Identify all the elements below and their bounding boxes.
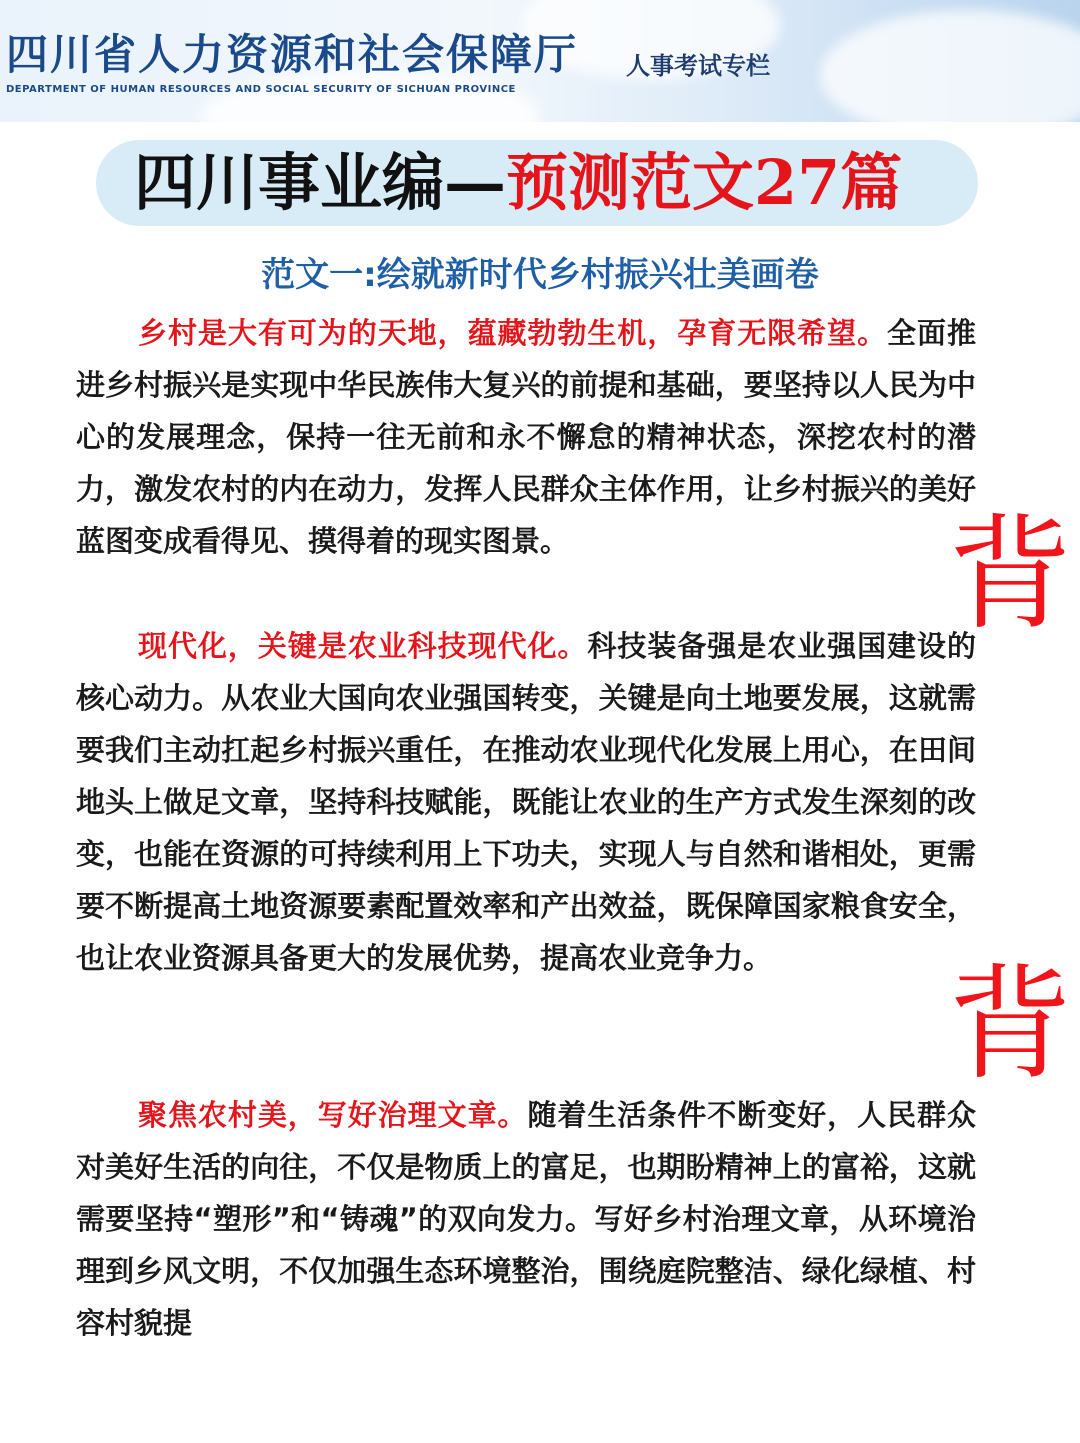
page-title bbox=[134, 146, 954, 220]
paragraph-lead-sentence: 现代化，关键是农业科技现代化。 bbox=[138, 629, 588, 663]
paragraph-lead-sentence: 聚焦农村美，写好治理文章。 bbox=[138, 1098, 528, 1132]
department-title-english: DEPARTMENT OF HUMAN RESOURCES AND SOCIAL SECURITY OF SICHUAN PROVINCE bbox=[6, 84, 516, 95]
essay-heading: 范文一:绘就新时代乡村振兴壮美画卷 bbox=[261, 255, 819, 295]
essay-paragraph bbox=[76, 620, 976, 984]
department-title: 四川省人力资源和社会保障厅 bbox=[6, 30, 579, 79]
memorize-mark: 背 bbox=[948, 503, 1073, 647]
paragraph-body: 随着生活条件不断变好，人民群众对美好生活的向往，不仅是物质上的富足，也期盼精神上的富裕，这就需要坚持“塑形”和“铸魂”的双向发力。写好乡村治理文章，从环境治理到乡风文明，不仅加强生态环境整治，围绕庭院整洁、绿化绿植、村容村貌提 bbox=[76, 1098, 976, 1340]
essay-paragraph bbox=[76, 307, 976, 567]
paragraph-lead-sentence: 乡村是大有可为的天地，蕴藏勃勃生机，孕育无限希望。 bbox=[138, 316, 888, 350]
column-label: 人事考试专栏 bbox=[626, 52, 770, 80]
banner-cloud bbox=[820, 10, 1080, 122]
page-title-main: 四川事业编— bbox=[134, 146, 507, 219]
paragraph-body: 全面推进乡村振兴是实现中华民族伟大复兴的前提和基础，要坚持以人民为中心的发展理念，保持一往无前和永不懈怠的精神状态，深挖农村的潜力，激发农村的内在动力，发挥人民群众主体作用，让乡村振兴的美好蓝图变成看得见、摸得着的现实图景。 bbox=[76, 316, 976, 558]
paragraph-body: 科技装备强是农业强国建设的核心动力。从农业大国向农业强国转变，关键是向土地要发展，这就需要我们主动扛起乡村振兴重任，在推动农业现代化发展上用心，在田间地头上做足文章，坚持科技赋能，既能让农业的生产方式发生深刻的改变，也能在资源的可持续利用上下功夫，实现人与自然和谐相处，更需要不断提高土地资源要素配置效率和产出效益，既保障国家粮食安全，也让农业资源具备更大的发展优势，提高农业竞争力。 bbox=[76, 629, 976, 975]
essay-paragraph bbox=[76, 1089, 976, 1349]
header-banner bbox=[0, 0, 1080, 122]
memorize-mark: 背 bbox=[948, 953, 1073, 1097]
page-title-highlight: 预测范文27篇 bbox=[506, 146, 903, 219]
